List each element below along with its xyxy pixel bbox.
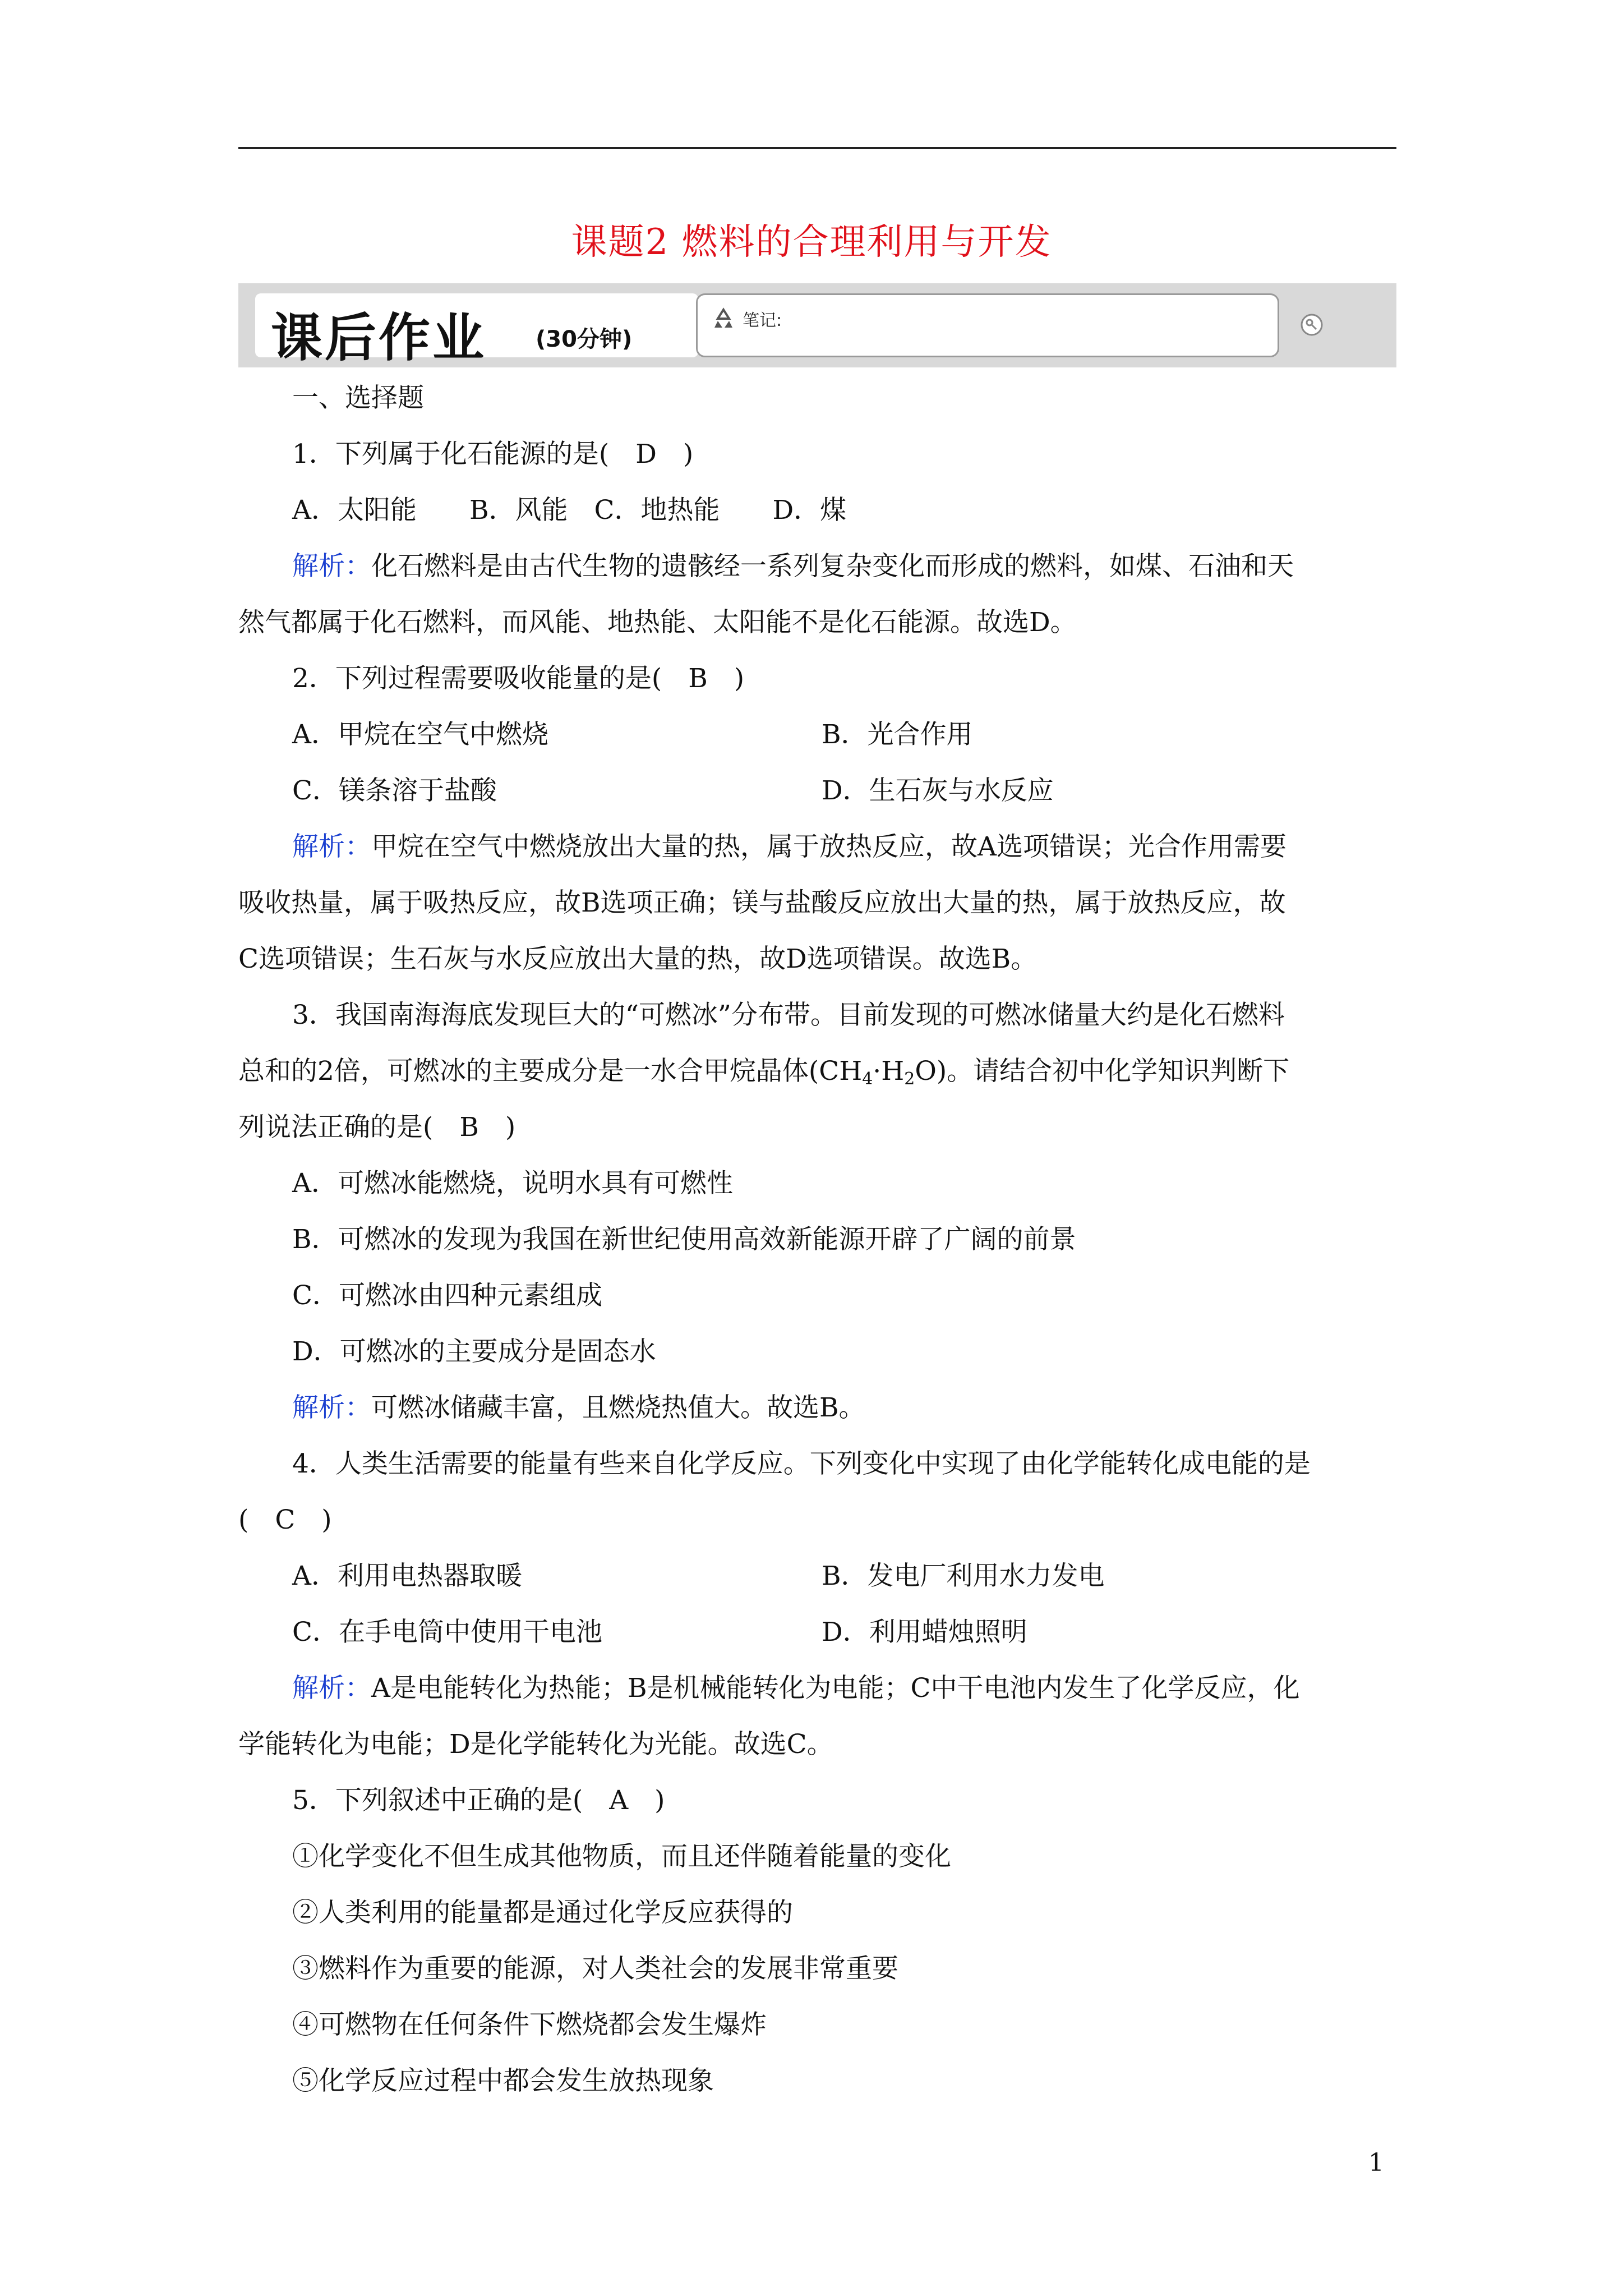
q1-analysis-cont: 然气都属于化石燃料，而风能、地热能、太阳能不是化石能源。故选D。 (238, 607, 1077, 638)
q2-stem: 2．下列过程需要吸收能量的是( B ) (292, 663, 745, 694)
banner-time: (30分钟) (536, 326, 633, 352)
q1-stem: 1．下列属于化石能源的是( D ) (292, 439, 694, 470)
q3-option-a: A．可燃冰能燃烧，说明水具有可燃性 (292, 1168, 733, 1199)
q4-option-d: D．利用蜡烛照明 (822, 1617, 1027, 1648)
page-number: 1 (1368, 2148, 1384, 2177)
q1-analysis-line (238, 539, 1396, 595)
recycle-icon (710, 307, 737, 330)
q2-options-row-1 (238, 707, 1396, 763)
notes-box[interactable] (696, 293, 1279, 357)
q4-options-row-1 (238, 1548, 1396, 1604)
banner-label (255, 293, 698, 368)
q3-option-d: D．可燃冰的主要成分是固态水 (292, 1336, 656, 1367)
analysis-label: 解析： (292, 551, 371, 582)
q5-item-5: ⑤化学反应过程中都会发生放热现象 (292, 2065, 714, 2096)
q2-option-d: D．生石灰与水反应 (822, 775, 1054, 806)
q5-item-4: ④可燃物在任何条件下燃烧都会发生爆炸 (292, 2009, 767, 2040)
q5-item-2: ②人类利用的能量都是通过化学反应获得的 (292, 1897, 793, 1928)
q3-option-b: B．可燃冰的发现为我国在新世纪使用高效新能源开辟了广阔的前景 (292, 1224, 1076, 1255)
q2-option-c: C．镁条溶于盐酸 (292, 775, 497, 806)
q3-stem-cont-2: 列说法正确的是( B ) (238, 1112, 516, 1143)
q3-stem: 3．我国南海海底发现巨大的“可燃冰”分布带。目前发现的可燃冰储量大约是化石燃料 (292, 1000, 1285, 1030)
q3-analysis-line (238, 1380, 1396, 1436)
q4-stem: 4．人类生活需要的能量有些来自化学反应。下列变化中实现了由化学能转化成电能的是 (292, 1448, 1311, 1479)
q4-analysis-text: A是电能转化为热能；B是机械能转化为电能；C中干电池内发生了化学反应，化 (371, 1673, 1300, 1704)
q3-analysis-text: 可燃冰储藏丰富，且燃烧热值大。故选B。 (371, 1392, 865, 1423)
question-content (238, 370, 1396, 2109)
q2-analysis-cont-1: 吸收热量，属于吸热反应，故B选项正确；镁与盐酸反应放出大量的热，属于放热反应，故 (238, 887, 1286, 918)
q2-analysis-text: 甲烷在空气中燃烧放出大量的热，属于放热反应，故A选项错误；光合作用需要 (371, 831, 1287, 862)
q2-analysis-cont-2: C选项错误；生石灰与水反应放出大量的热，故D选项错误。故选B。 (238, 944, 1038, 974)
q3-stem-cont-1 (238, 1043, 1396, 1099)
q1-analysis-text: 化石燃料是由古代生物的遗骸经一系列复杂变化而形成的燃料，如煤、石油和天 (371, 551, 1294, 582)
q3-stem-text-a: 总和的2倍，可燃冰的主要成分是一水合甲烷晶体(CH (238, 1056, 863, 1087)
homework-banner (238, 283, 1396, 367)
q4-option-c: C．在手电筒中使用干电池 (292, 1617, 602, 1648)
q5-item-1: ①化学变化不但生成其他物质，而且还伴随着能量的变化 (292, 1841, 951, 1872)
header-rule (238, 147, 1396, 149)
analysis-label: 解析： (292, 831, 371, 862)
q2-option-a: A．甲烷在空气中燃烧 (292, 719, 548, 750)
q4-analysis-line (238, 1660, 1396, 1717)
q4-options-row-2 (238, 1604, 1396, 1660)
q5-stem: 5．下列叙述中正确的是( A ) (292, 1785, 665, 1816)
q2-options-row-2 (238, 763, 1396, 819)
pin-icon (1298, 311, 1325, 338)
q2-option-b: B．光合作用 (822, 719, 973, 750)
q4-option-a: A．利用电热器取暖 (292, 1561, 522, 1591)
notes-label: 笔记: (743, 311, 782, 330)
section-heading: 一、选择题 (292, 383, 424, 413)
page-title: 课题2 燃料的合理利用与开发 (571, 222, 1052, 263)
subscript-4: 4 (862, 1069, 873, 1089)
q4-option-b: B．发电厂利用水力发电 (822, 1561, 1105, 1591)
q1-options: A．太阳能 B．风能 C．地热能 D．煤 (292, 495, 847, 526)
q2-analysis-line (238, 819, 1396, 875)
q4-stem-cont: ( C ) (238, 1504, 332, 1535)
q3-stem-text-c: O)。请结合初中化学知识判断下 (915, 1056, 1290, 1087)
subscript-2: 2 (904, 1069, 915, 1089)
banner-title: 课后作业 (271, 308, 487, 368)
analysis-label: 解析： (292, 1392, 371, 1423)
q5-item-3: ③燃料作为重要的能源，对人类社会的发展非常重要 (292, 1953, 898, 1984)
q3-option-c: C．可燃冰由四种元素组成 (292, 1280, 602, 1311)
q3-stem-text-b: ·H (873, 1056, 905, 1087)
analysis-label: 解析： (292, 1673, 371, 1704)
q4-analysis-cont: 学能转化为电能；D是化学能转化为光能。故选C。 (238, 1729, 833, 1760)
